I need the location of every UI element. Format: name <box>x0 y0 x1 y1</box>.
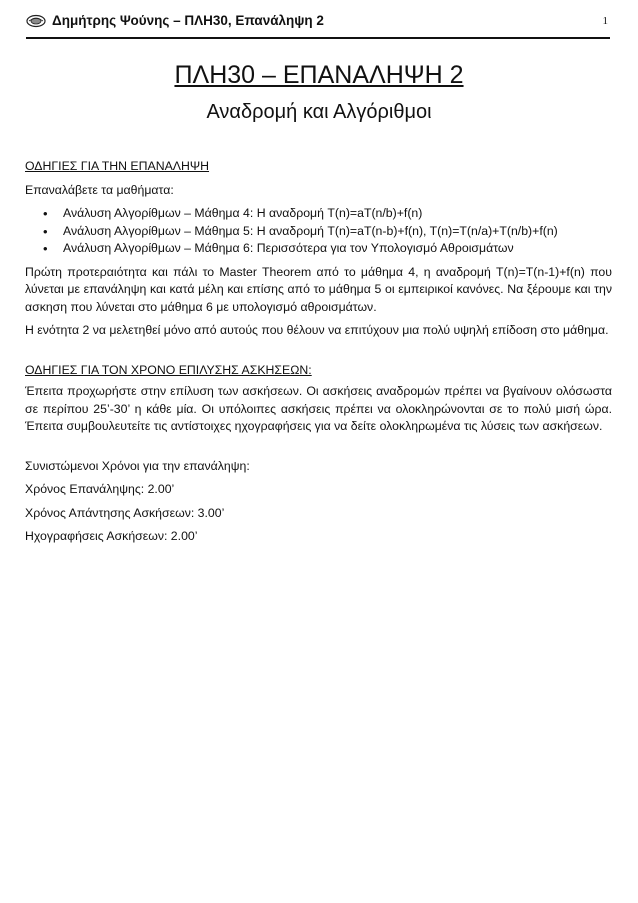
eye-logo-icon <box>26 14 46 28</box>
page-number: 1 <box>602 15 608 27</box>
time-exercises: Χρόνος Απάντησης Ασκήσεων: 3.00’ <box>25 505 225 520</box>
time-review: Χρόνος Επανάληψης: 2.00’ <box>25 482 175 496</box>
document-body <box>25 158 612 546</box>
lessons-list <box>25 205 612 258</box>
list-item: • Ανάλυση Αλγορίθμων – Μάθημα 5: Η αναδρομή T(n)=aT(n-b)+f(n), T(n)=T(n/a)+T(n/b)+f(n) <box>63 223 612 241</box>
priority-paragraph: Πρώτη προτεραιότητα και πάλι το Master Theorem από το μάθημα 4, η αναδρομή T(n)=T(n-1)+f(n) που λύνεται με επανάληψη και κατά μέλη και επίσης από το μάθημα 5 οι εμπειρικοί κανόνες. Να ξέρουμε και την ασκηση που λύνεται στο μάθημα 6 με υπολογισμό αθροισμάτων. <box>25 264 612 314</box>
repeat-intro: Επαναλάβετε τα μαθήματα: <box>25 182 174 197</box>
section2-heading: ΟΔΗΓΙΕΣ ΓΙΑ ΤΟΝ ΧΡΟΝΟ ΕΠΙΛΥΣΗΣ ΑΣΚΗΣΕΩΝ: <box>25 362 312 377</box>
header-title: Δημήτρης Ψούνης – ΠΛΗ30, Επανάληψη 2 <box>52 13 324 28</box>
time-recordings: Ηχογραφήσεις Ασκήσεων: 2.00’ <box>25 529 198 543</box>
page-header <box>26 13 610 39</box>
list-item: • Ανάλυση Αλγορίθμων – Μάθημα 4: Η αναδρομή T(n)=aT(n/b)+f(n) <box>63 205 612 223</box>
list-item: • Ανάλυση Αλγορίθμων – Μάθημα 6: Περισσότερα για τον Υπολογισμό Αθροισμάτων <box>63 240 612 258</box>
recommended-times-heading: Συνιστώμενοι Χρόνοι για την επανάληψη: <box>25 458 250 473</box>
section2-paragraph: Η ενότητα 2 να μελετηθεί μόνο από αυτούς που θέλουν να επιτύχουν μια πολύ υψηλή επίδοση στο μάθημα. <box>25 323 609 337</box>
section1-heading: ΟΔΗΓΙΕΣ ΓΙΑ ΤΗΝ ΕΠΑΝΑΛΗΨΗ <box>25 159 210 173</box>
document-subtitle: Αναδρομή και Αλγόριθμοι <box>206 101 432 123</box>
document-title: ΠΛΗ30 – ΕΠΑΝΑΛΗΨΗ 2 <box>174 61 464 89</box>
time-paragraph: Έπειτα προχωρήστε στην επίλυση των ασκήσεων. Οι ασκήσεις αναδρομών πρέπει να βγαίνουν ολόσωστα σε περίπου 25’-30’ η κάθε μία. Οι υπόλοιπες ασκήσεις πρέπει να ολοκληρώνονται σε το πολύ μισή ώρα. Έπειτα συμβουλευτείτε τις αντίστοιχες ηχογραφήσεις για να δείτε ολοκληρωμένα τις λύσεις των ασκήσεων. <box>25 384 612 433</box>
